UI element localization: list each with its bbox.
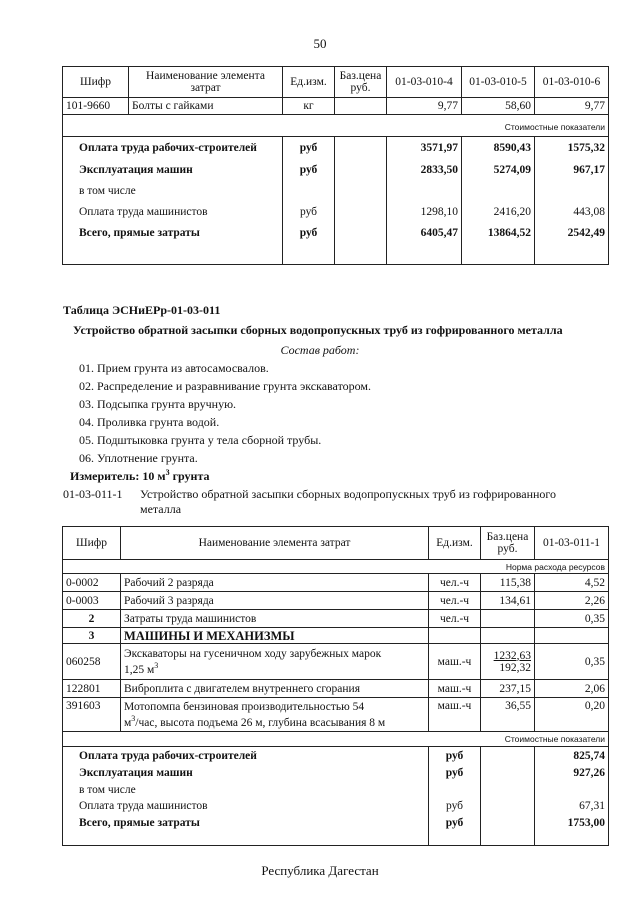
row-name-line2: 1,25 $м^3$	[124, 660, 159, 676]
row-unit: чел.-ч	[429, 610, 481, 628]
row-unit: маш.-ч	[429, 644, 481, 680]
footer-region: Республика Дагестан	[261, 863, 379, 878]
table-row	[63, 628, 609, 644]
total-label: Всего, прямые затраты	[63, 815, 429, 832]
measure-sup: 3	[165, 468, 170, 477]
row-name: Затраты труда машинистов	[121, 610, 429, 628]
row-price: 36,55	[481, 698, 535, 732]
row-code: 0-0003	[63, 592, 121, 610]
row-value: 4,52	[535, 574, 609, 592]
table-row	[63, 610, 609, 628]
work-item: 02. Распределение и разравнивание грунта экскаватором.	[79, 379, 372, 393]
row-unit: чел.-ч	[429, 574, 481, 592]
measure-value: 10 м	[142, 469, 166, 483]
row-price-2: 192,32	[499, 661, 531, 674]
row-value: 2,06	[535, 680, 609, 698]
row-unit: маш.-ч	[429, 680, 481, 698]
labor-value-2: 8590,43	[462, 137, 535, 159]
labor-value-1: 3571,97	[387, 137, 462, 159]
norm-label: Норма расхода ресурсов	[63, 560, 609, 574]
resource-table-bottom	[62, 526, 609, 846]
measure-line	[70, 468, 209, 484]
operators-value-2: 2416,20	[462, 201, 535, 223]
total-value: 1753,00	[535, 815, 609, 832]
row-code: 2	[63, 610, 121, 628]
works-title: Состав работ:	[280, 343, 360, 357]
table-row	[63, 680, 609, 698]
row-price	[335, 98, 387, 115]
row-value-3: 9,77	[535, 98, 609, 115]
row-value-2: 58,60	[462, 98, 535, 115]
operators-value: 67,31	[535, 798, 609, 815]
table-row	[63, 223, 609, 243]
row-name-line2: $м^3$/час, высота подъема 26 м, глубина всасывания 8 м	[124, 713, 386, 729]
total-value-3: 2542,49	[535, 223, 609, 243]
operators-value-3: 443,08	[535, 201, 609, 223]
table-row	[63, 98, 609, 115]
row-value: 0,20	[535, 698, 609, 732]
item-title-line2: металла	[140, 502, 182, 516]
table-subtitle: Устройство обратной засыпки сборных водопропускных труб из гофрированного металла	[73, 323, 563, 337]
row-code: 101-9660	[63, 98, 129, 115]
total-value-1: 6405,47	[387, 223, 462, 243]
row-unit: чел.-ч	[429, 592, 481, 610]
header-code: Шифр	[63, 67, 129, 98]
header-unit: Ед.изм.	[429, 527, 481, 560]
header-name: Наименование элемента затрат	[129, 67, 283, 98]
total-value-2: 13864,52	[462, 223, 535, 243]
row-unit: кг	[283, 98, 335, 115]
header-name: Наименование элемента затрат	[121, 527, 429, 560]
labor-value-3: 1575,32	[535, 137, 609, 159]
row-value: 2,26	[535, 592, 609, 610]
machines-value-1: 2833,50	[387, 159, 462, 181]
header-col2: 01-03-010-5	[462, 67, 535, 98]
table-row	[63, 765, 609, 782]
table-row	[63, 644, 609, 680]
machines-value-2: 5274,09	[462, 159, 535, 181]
row-name: Болты с гайками	[129, 98, 283, 115]
machines-heading: МАШИНЫ И МЕХАНИЗМЫ	[121, 628, 429, 644]
item-code: 01-03-011-1	[63, 487, 123, 501]
table-row	[63, 747, 609, 765]
row-value: 0,35	[535, 610, 609, 628]
work-item: 06. Уплотнение грунта.	[79, 451, 198, 465]
header-col3: 01-03-010-6	[535, 67, 609, 98]
header-price: Баз.цена руб.	[335, 67, 387, 98]
operators-unit: руб	[429, 798, 481, 815]
labor-label: Оплата труда рабочих-строителей	[63, 747, 429, 765]
header-price: Баз.цена руб.	[481, 527, 535, 560]
row-code: 122801	[63, 680, 121, 698]
row-name	[121, 644, 429, 680]
labor-unit: руб	[283, 137, 335, 159]
labor-value: 825,74	[535, 747, 609, 765]
operators-label: Оплата труда машинистов	[63, 201, 283, 223]
header-unit: Ед.изм.	[283, 67, 335, 98]
row-price	[481, 644, 535, 680]
row-name-line1: Экскаваторы на гусеничном ходу зарубежных марок	[124, 647, 382, 660]
item-title-line1: Устройство обратной засыпки сборных водопропускных труб из гофрированного	[140, 487, 557, 501]
row-price-1: 1232,63	[493, 649, 531, 662]
machines-unit: руб	[283, 159, 335, 181]
row-code: 3	[63, 628, 121, 644]
measure-label: Измеритель:	[70, 469, 140, 483]
labor-label: Оплата труда рабочих-строителей	[63, 137, 283, 159]
machines-value-3: 967,17	[535, 159, 609, 181]
row-price: 134,61	[481, 592, 535, 610]
table-row	[63, 137, 609, 159]
table-row	[63, 798, 609, 815]
row-code: 0-0002	[63, 574, 121, 592]
measure-tail: грунта	[169, 469, 210, 483]
header-col1: 01-03-010-4	[387, 67, 462, 98]
including-label: в том числе	[63, 782, 429, 798]
section-label: Стоимостные показатели	[63, 115, 609, 137]
operators-unit: руб	[283, 201, 335, 223]
row-name-line1: Мотопомпа бензиновая производительностью 54	[124, 700, 365, 713]
table-row	[63, 592, 609, 610]
table-title: Таблица ЭСНиЕРр-01-03-011	[63, 303, 221, 317]
total-label: Всего, прямые затраты	[63, 223, 283, 243]
labor-unit: руб	[429, 747, 481, 765]
machines-unit: руб	[429, 765, 481, 782]
header-col1: 01-03-011-1	[535, 527, 609, 560]
table-row	[63, 815, 609, 832]
machines-value: 927,26	[535, 765, 609, 782]
row-code: 060258	[63, 644, 121, 680]
machines-label: Эксплуатация машин	[63, 765, 429, 782]
table-row	[63, 159, 609, 181]
machines-label: Эксплуатация машин	[63, 159, 283, 181]
work-item: 05. Подштыковка грунта у тела сборной трубы.	[79, 433, 322, 447]
total-unit: руб	[283, 223, 335, 243]
row-price: 237,15	[481, 680, 535, 698]
row-name	[121, 698, 429, 732]
row-value-1: 9,77	[387, 98, 462, 115]
work-item: 03. Подсыпка грунта вручную.	[79, 397, 237, 411]
page-number: 50	[313, 36, 327, 51]
row-name: Виброплита с двигателем внутреннего сгорания	[121, 680, 429, 698]
row-name: Рабочий 3 разряда	[121, 592, 429, 610]
row-code: 391603	[63, 698, 121, 732]
row-unit: маш.-ч	[429, 698, 481, 732]
section-label: Стоимостные показатели	[63, 732, 609, 747]
row-name: Рабочий 2 разряда	[121, 574, 429, 592]
header-code: Шифр	[63, 527, 121, 560]
total-unit: руб	[429, 815, 481, 832]
operators-value-1: 1298,10	[387, 201, 462, 223]
table-row	[63, 698, 609, 732]
row-value: 0,35	[535, 644, 609, 680]
work-item: 04. Проливка грунта водой.	[79, 415, 220, 429]
including-label: в том числе	[63, 181, 283, 201]
work-item: 01. Прием грунта из автосамосвалов.	[79, 361, 269, 375]
row-price: 115,38	[481, 574, 535, 592]
resource-table-top	[62, 66, 609, 265]
table-row	[63, 201, 609, 223]
operators-label: Оплата труда машинистов	[63, 798, 429, 815]
table-row	[63, 574, 609, 592]
